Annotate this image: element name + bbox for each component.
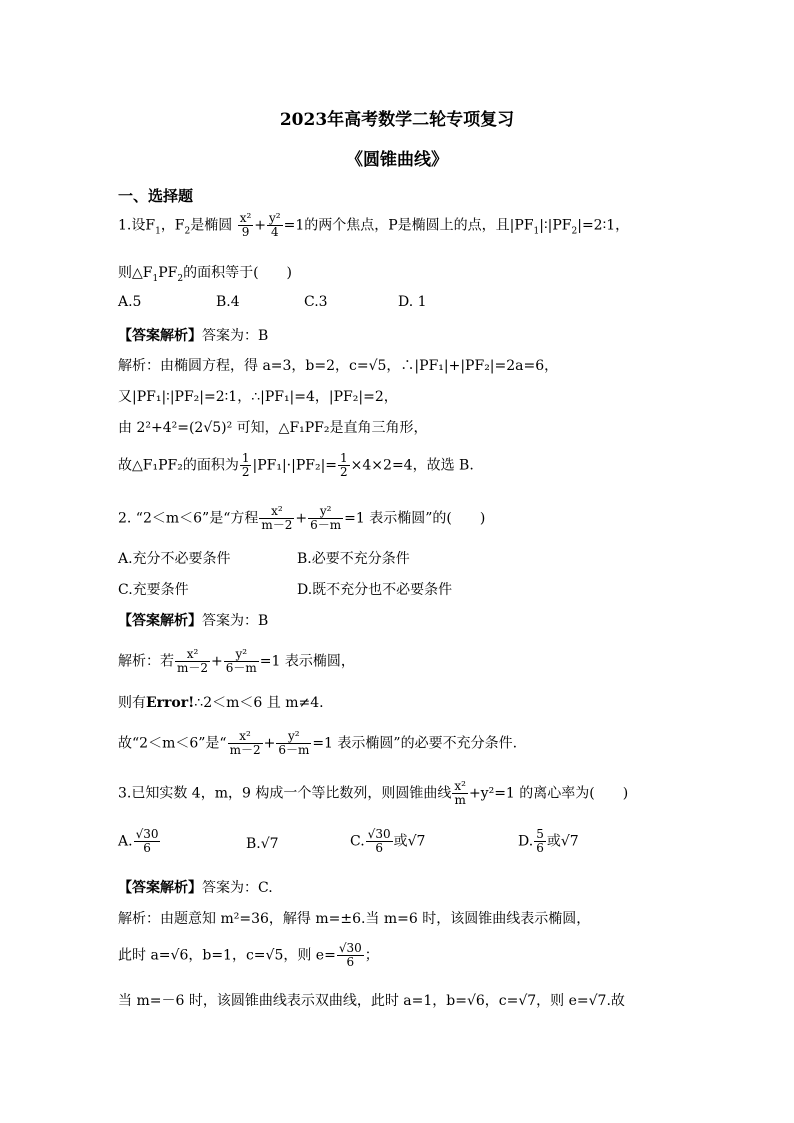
fraction: $\frac{\text{x²}}{m-2}$ xyxy=(229,729,261,758)
fraction: $\frac{\text{y²}}{6-m}$ xyxy=(278,729,310,758)
q3-answer: 【答案解析】答案为：C. xyxy=(118,880,273,896)
q1-stem: 1.设$F_1$，$F_2$是椭圆 $\frac{\text{x²}}{9}$ + $\frac{\text{y²}}{4}$ =1的两个焦点，P是椭圆上的点，且$|PF_1|∶|PF_2|=2∶1$， xyxy=(118,211,630,240)
q2-solution-line2: 则有Error!∴2＜m＜6 且 m≠4. xyxy=(118,695,324,711)
q3-option-d: D. $\frac{5}{6}$ 或√7 xyxy=(518,827,579,856)
q3-option-a: A. $\frac{√30}{6}$ xyxy=(118,827,159,856)
q2-solution-line3: 故“2＜m＜6”是“ $\frac{\text{x²}}{m-2}$ + $\frac{\text{y²}}{6-m}$ =1 表示椭圆”的必要不充分条件. xyxy=(118,729,518,758)
q3-stem: 3.已知实数 4，m，9 构成一个等比数列，则圆锥曲线 $\frac{\text{x²}}{m}$ +y²=1 的离心率为( ) xyxy=(118,779,629,808)
fraction: $\frac{1}{2}$ xyxy=(340,451,348,480)
fraction: $\frac{\text{x²}}{m-2}$ xyxy=(177,647,209,676)
q2-solution-line1: 解析：若 $\frac{\text{x²}}{m-2}$ + $\frac{\text{y²}}{6-m}$ =1 表示椭圆， xyxy=(118,647,355,676)
q2-answer: 【答案解析】答案为：B xyxy=(118,613,269,629)
q2-option-a: A.充分不必要条件 xyxy=(118,551,231,567)
document-title: 2023年高考数学二轮专项复习 xyxy=(279,110,515,130)
q1-solution-line2: 又|PF₁|∶|PF₂|=2∶1，∴|PF₁|=4，|PF₂|=2， xyxy=(118,389,398,405)
fraction: $\frac{\text{y²}}{6-m}$ xyxy=(225,647,257,676)
fraction: $\frac{\text{x²}}{9}$ xyxy=(239,211,252,240)
fraction: $\frac{\text{y²}}{6-m}$ xyxy=(310,504,342,533)
q1-stem-line2: 则$\triangle F_1PF_2$的面积等于( ) xyxy=(118,265,293,284)
q2-option-d: D.既不充分也不必要条件 xyxy=(297,582,453,598)
fraction: $\frac{\text{x²}}{m}$ xyxy=(454,779,466,808)
q2-stem: 2. “2＜m＜6”是“方程 $\frac{\text{x²}}{m-2}$ + $\frac{\text{y²}}{6-m}$ =1 表示椭圆”的( ) xyxy=(118,504,486,533)
q1-option-b: B.4 xyxy=(216,294,240,310)
q3-solution-line1: 解析：由题意知 m²=36，解得 m=±6.当 m=6 时，该圆锥曲线表示椭圆， xyxy=(118,911,591,927)
fraction: $\frac{\text{x²}}{m-2}$ xyxy=(261,504,293,533)
document-subtitle: 《圆锥曲线》 xyxy=(346,150,448,170)
fraction: $\frac{\text{y²}}{4}$ xyxy=(269,211,281,240)
q1-option-c: C.3 xyxy=(304,294,328,310)
section-heading: 一、选择题 xyxy=(118,187,194,205)
q1-solution-line1: 解析：由椭圆方程，得 a=3，b=2，c=√5，∴|PF₁|+|PF₂|=2a=6， xyxy=(118,358,559,374)
q2-option-c: C.充要条件 xyxy=(118,582,189,598)
q1-solution-line4: 故△F₁PF₂的面积为 $\frac{1}{2}$ |PF₁|·|PF₂|= $\frac{1}{2}$ ×4×2=4，故选 B. xyxy=(118,451,474,480)
q1-option-d: D. 1 xyxy=(398,294,427,310)
q3-option-b: B.√7 xyxy=(246,836,279,852)
fraction: $\frac{√30}{6}$ xyxy=(135,827,159,856)
fraction: $\frac{5}{6}$ xyxy=(536,827,544,856)
q3-option-c: C. $\frac{√30}{6}$ 或√7 xyxy=(350,827,426,856)
fraction: $\frac{√30}{6}$ xyxy=(338,941,362,970)
q2-option-b: B.必要不充分条件 xyxy=(297,551,410,567)
q1-solution-line3: 由 2²+4²=(2√5)² 可知，△F₁PF₂是直角三角形， xyxy=(118,420,428,436)
q3-solution-line2: 此时 a=√6，b=1，c=√5，则 e= $\frac{√30}{6}$ ； xyxy=(118,941,379,970)
q1-answer: 【答案解析】答案为：B xyxy=(118,328,269,344)
fraction: $\frac{1}{2}$ xyxy=(241,451,250,480)
q1-option-a: A.5 xyxy=(118,294,142,310)
q3-solution-line3: 当 m=－6 时，该圆锥曲线表示双曲线，此时 a=1，b=√6，c=√7，则 e=√7.故 xyxy=(118,993,625,1009)
fraction: $\frac{√30}{6}$ xyxy=(367,827,391,856)
